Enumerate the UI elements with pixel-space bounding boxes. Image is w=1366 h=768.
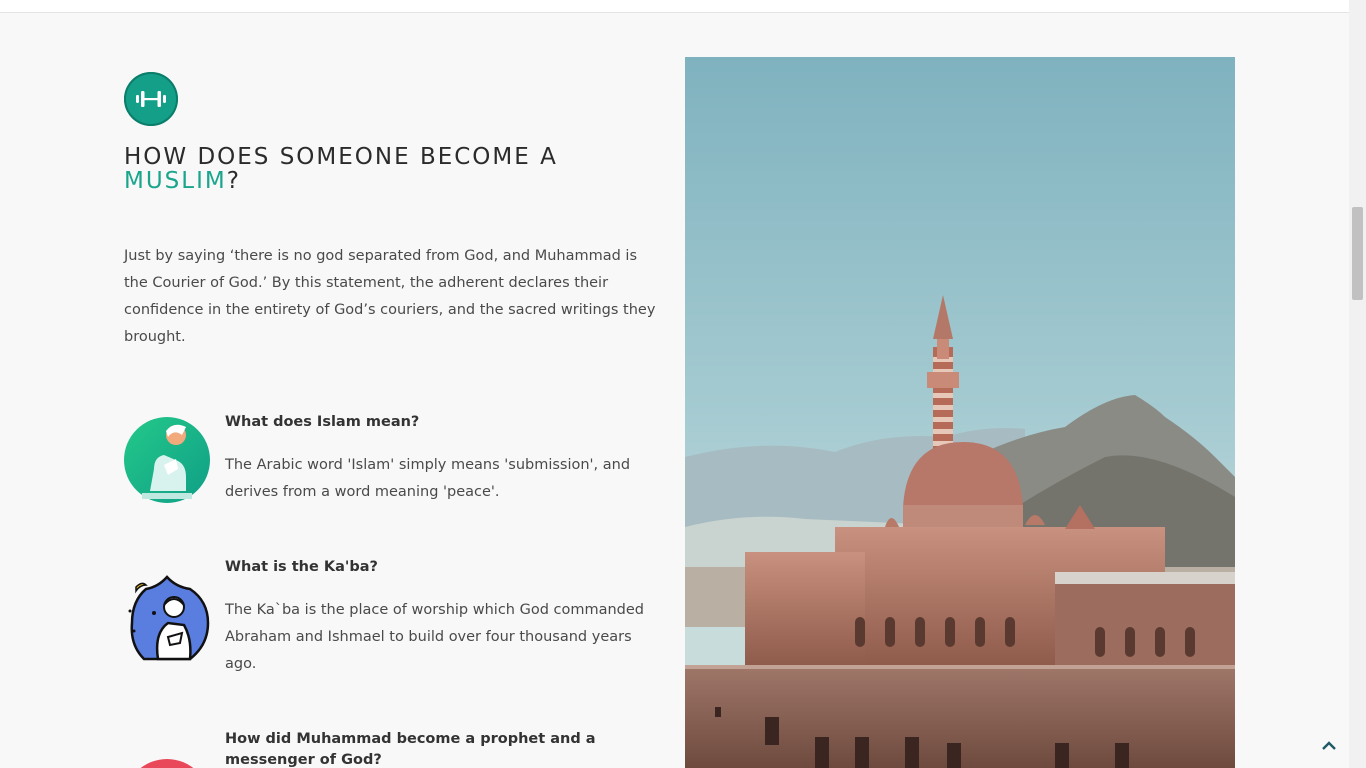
faq-answer: The Arabic word 'Islam' simply means 'submission', and derives from a word meaning 'peace'. xyxy=(225,457,631,500)
mosque-photo xyxy=(685,57,1235,768)
faq-question: What does Islam mean? xyxy=(225,414,420,430)
title-highlight: MUSLIM xyxy=(124,168,227,194)
title-text: HOW DOES SOMEONE BECOME A xyxy=(124,144,558,170)
faq-answer: The Ka`ba is the place of worship which God commanded Abraham and Ishmael to build over four thousand years ago. xyxy=(225,602,645,672)
intro-paragraph: Just by saying ‘there is no god separated from God, and Muhammad is the Courier of God.’ By this statement, the adherent declares their confidence in the entirety of God’s couriers, and the sacred writings they brought. xyxy=(124,248,656,345)
faq-question: How did Muhammad become a prophet and a messenger of God? xyxy=(225,731,596,768)
faq-item xyxy=(124,557,664,687)
chevron-up-icon xyxy=(1322,741,1336,751)
dumbbell-icon xyxy=(124,72,178,126)
top-navbar xyxy=(0,0,1349,13)
scrollbar[interactable] xyxy=(1349,0,1366,768)
section-title xyxy=(124,145,558,193)
faq-item xyxy=(124,412,664,512)
faq-item xyxy=(124,729,664,768)
praying-person-icon xyxy=(124,417,210,503)
title-end: ? xyxy=(226,168,241,194)
scrollbar-thumb[interactable] xyxy=(1352,207,1363,300)
back-to-top-button[interactable] xyxy=(1320,738,1338,756)
faq-question: What is the Ka'ba? xyxy=(225,559,378,575)
praying-woman-icon xyxy=(124,575,210,661)
prophet-icon xyxy=(124,759,210,768)
